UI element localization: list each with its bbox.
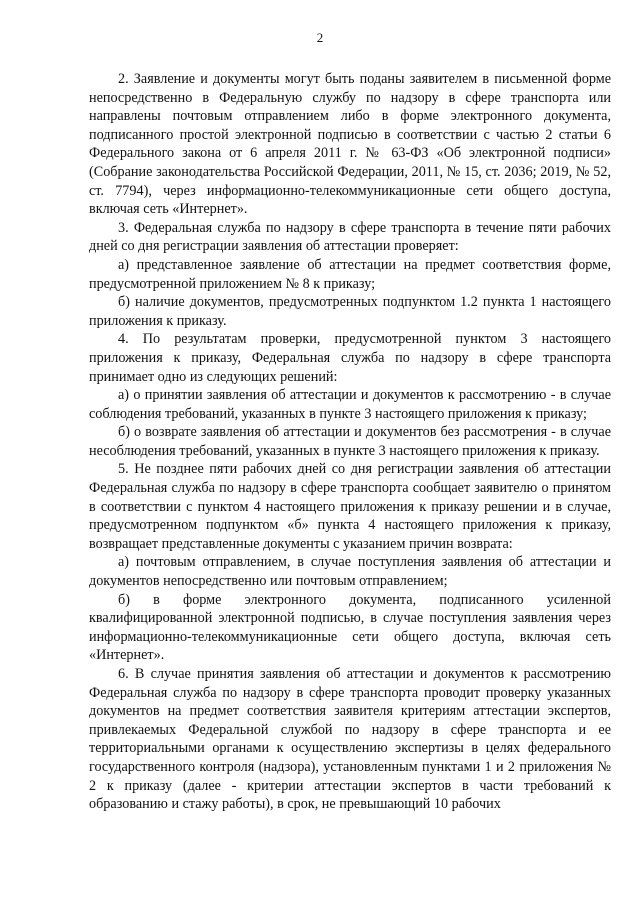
- paragraph-6: 6. В случае принятия заявления об аттестации и документов к рассмотрению Федеральная служба по надзору в сфере транспорта проводит проверку указанных документов на предмет соответствия заявителя критериям аттестации экспертов, привлекаемых Федеральной службой по надзору в сфере транспорта и ее территориальными органами к осуществлению экспертизы в целях федерального государственного контроля (надзора), установленным пунктами 1 и 2 приложения № 2 к приказу (далее - критерии аттестации экспертов в части требований к образованию и стажу работы), в срок, не превышающий 10 рабочих: [89, 666, 611, 813]
- paragraph-5a: а) почтовым отправлением, в случае поступления заявления об аттестации и документов непосредственно или почтовым отправлением;: [89, 554, 611, 590]
- paragraph-5b: б) в форме электронного документа, подписанного усиленной квалифицированной электронной подписью, в случае поступления заявления через информационно-телекоммуникационные сети общего доступа, включая сеть «Интернет».: [89, 591, 611, 664]
- page-number: 2: [316, 30, 324, 45]
- paragraph-5: 5. Не позднее пяти рабочих дней со дня регистрации заявления об аттестации Федеральная служба по надзору в сфере транспорта сообщает заявителю о принятом в соответствии с пунктом 4 настоящего приложения к приказу решении и в случае, предусмотренном подпунктом «б» пункта 4 настоящего приложения к приказу, возвращает представленные документы с указанием причин возврата:: [89, 461, 611, 552]
- paragraph-4: 4. По результатам проверки, предусмотренной пунктом 3 настоящего приложения к приказу, Федеральная служба по надзору в сфере транспорта принимает одно из следующих решений:: [89, 331, 611, 385]
- paragraph-4b: б) о возврате заявления об аттестации и документов без рассмотрения - в случае несоблюдения требований, указанных в пункте 3 настоящего приложения к приказу.: [89, 424, 611, 459]
- paragraph-2: 2. Заявление и документы могут быть поданы заявителем в письменной форме непосредственно в Федеральную службу по надзору в сфере транспорта или направлены почтовым отправлением либо в форме электронного документа, подписанного простой электронной подписью в соответствии с частью 2 статьи 6 Федерального закона от 6 апреля 2011 г. № 63-ФЗ «Об электронной подписи» (Собрание законодательства Российской Федерации, 2011, № 15, ст. 2036; 2019, № 52, ст. 7794), через информационно-телекоммуникационные сети общего доступа, включая сеть «Интернет».: [89, 71, 611, 218]
- paragraph-4a: а) о принятии заявления об аттестации и документов к рассмотрению - в случае соблюдения требований, указанных в пункте 3 настоящего приложения к приказу;: [89, 387, 611, 422]
- paragraph-3: 3. Федеральная служба по надзору в сфере транспорта в течение пяти рабочих дней со дня регистрации заявления об аттестации проверяет:: [89, 219, 611, 255]
- paragraph-3b: б) наличие документов, предусмотренных подпунктом 1.2 пункта 1 настоящего приложения к приказу.: [89, 294, 611, 329]
- paragraph-3a: а) представленное заявление об аттестации на предмет соответствия форме, предусмотренной приложением № 8 к приказу;: [89, 256, 611, 292]
- document-body: [89, 70, 611, 814]
